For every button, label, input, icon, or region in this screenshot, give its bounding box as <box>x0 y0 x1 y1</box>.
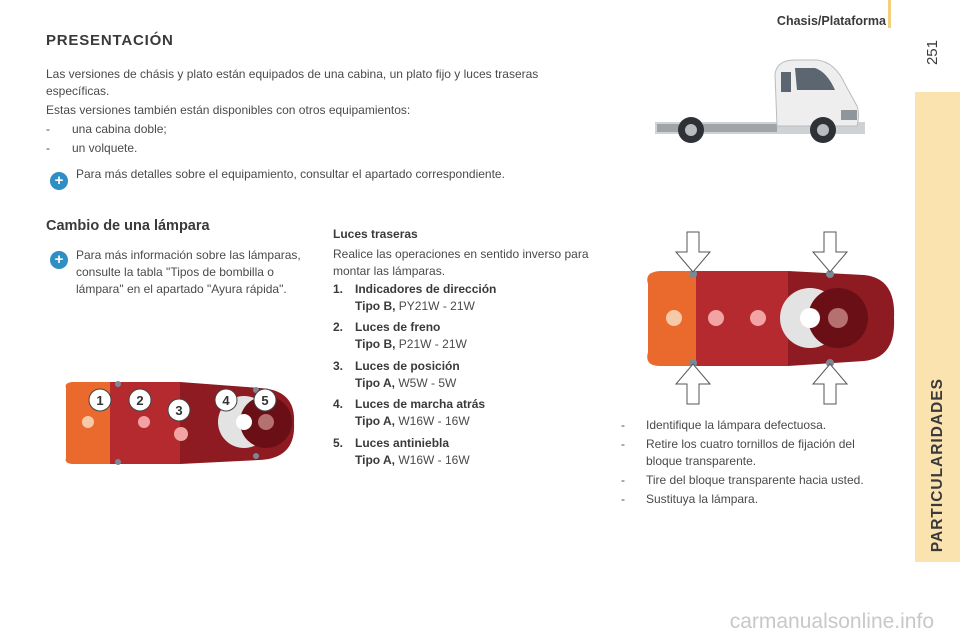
lamp-item-number: 5. <box>333 436 344 450</box>
lamp-item-name: Luces antiniebla <box>355 436 450 450</box>
svg-text:3: 3 <box>175 403 183 418</box>
chassis-truck-illustration <box>645 54 865 149</box>
list-dash: - <box>621 437 625 451</box>
list-item <box>621 472 891 489</box>
diagram-label-3 <box>168 399 190 421</box>
lamp-type-label: Tipo B, <box>355 299 396 313</box>
plus-icon: + <box>50 172 68 190</box>
lamp-type-label: Tipo A, <box>355 453 395 467</box>
svg-text:2: 2 <box>136 393 144 408</box>
diagram-label-1 <box>89 389 111 411</box>
lamp-item-number: 2. <box>333 320 344 334</box>
lamp-type-value: W5W - 5W <box>398 376 457 390</box>
lamp-type-value: PY21W - 21W <box>398 299 475 313</box>
lamp-type-value: P21W - 21W <box>398 337 467 351</box>
lamp-item <box>333 319 603 358</box>
side-tab-label-wrap <box>915 92 960 562</box>
lamp-type-label: Tipo B, <box>355 337 396 351</box>
rear-lights-intro: Realice las operaciones en sentido inverso para montar las lámparas. <box>333 247 589 278</box>
lamp-item-name: Luces de freno <box>355 320 441 334</box>
list-item-text: una cabina doble; <box>72 122 167 136</box>
lamp-item-number: 3. <box>333 359 344 373</box>
lamp-item-name: Luces de posición <box>355 359 460 373</box>
list-dash: - <box>621 418 625 432</box>
lamp-item <box>333 358 603 396</box>
lamp-item <box>333 435 603 473</box>
list-item <box>621 491 891 508</box>
lamp-info-note-text: Para más información sobre las lámparas, consulte la tabla "Tipos de bombilla o lámpara" en el apartado "Ayura rápida". <box>76 248 301 296</box>
lamp-item-name: Indicadores de dirección <box>355 282 497 296</box>
lamp-numbered-diagram <box>60 378 300 468</box>
lamp-type-label: Tipo A, <box>355 414 395 428</box>
header-accent-bar <box>888 0 891 28</box>
list-dash: - <box>621 492 625 506</box>
lamp-screw-arrows-diagram <box>638 228 900 406</box>
lamp-item-number: 1. <box>333 282 344 296</box>
list-dash: - <box>46 141 50 155</box>
list-dash: - <box>621 473 625 487</box>
rear-lights-title: Luces traseras <box>333 227 418 241</box>
lamp-type-label: Tipo A, <box>355 376 395 390</box>
list-item-text: Retire los cuatro tornillos de fijación del bloque transparente. <box>646 437 855 468</box>
equipment-note: Para más detalles sobre el equipamiento, consultar el apartado correspondiente. <box>76 167 505 181</box>
lamp-item <box>333 396 603 435</box>
list-item <box>46 121 167 138</box>
subsection-title: Cambio de una lámpara <box>46 218 210 234</box>
list-item <box>621 417 891 434</box>
svg-text:1: 1 <box>96 393 104 408</box>
svg-text:5: 5 <box>261 393 269 408</box>
steps-list <box>621 417 891 510</box>
svg-text:4: 4 <box>222 393 230 408</box>
list-item <box>46 140 137 157</box>
lamp-item <box>333 281 603 319</box>
list-item-text: Sustituya la lámpara. <box>646 492 759 506</box>
diagram-label-2 <box>129 389 151 411</box>
list-item <box>621 436 891 470</box>
diagram-label-5 <box>254 389 276 411</box>
lamp-type-value: W16W - 16W <box>398 414 470 428</box>
watermark: carmanualsonline.info <box>729 610 934 633</box>
list-dash: - <box>46 122 50 136</box>
equipment-paragraph: Estas versiones también están disponibles con otros equipamientos: <box>46 103 411 117</box>
list-item-text: Identifique la lámpara defectuosa. <box>646 418 827 432</box>
lamp-info-note <box>76 247 302 298</box>
list-item-text: Tire del bloque transparente hacia usted. <box>646 473 864 487</box>
intro-paragraph: Las versiones de chásis y plato están equipados de una cabina, un plato fijo y luces traseras específicas. <box>46 67 539 98</box>
plus-icon: + <box>50 251 68 269</box>
side-tab-label: PARTICULARIDADES <box>928 377 946 552</box>
lamp-list <box>333 281 603 473</box>
chapter-title: Chasis/Plataforma <box>776 14 886 28</box>
list-item-text: un volquete. <box>72 141 138 155</box>
page-number: 251 <box>924 40 941 66</box>
section-title: PRESENTACIÓN <box>46 32 174 49</box>
diagram-label-4 <box>215 389 237 411</box>
lamp-item-name: Luces de marcha atrás <box>355 397 486 411</box>
lamp-item-number: 4. <box>333 397 344 411</box>
lamp-type-value: W16W - 16W <box>398 453 470 467</box>
